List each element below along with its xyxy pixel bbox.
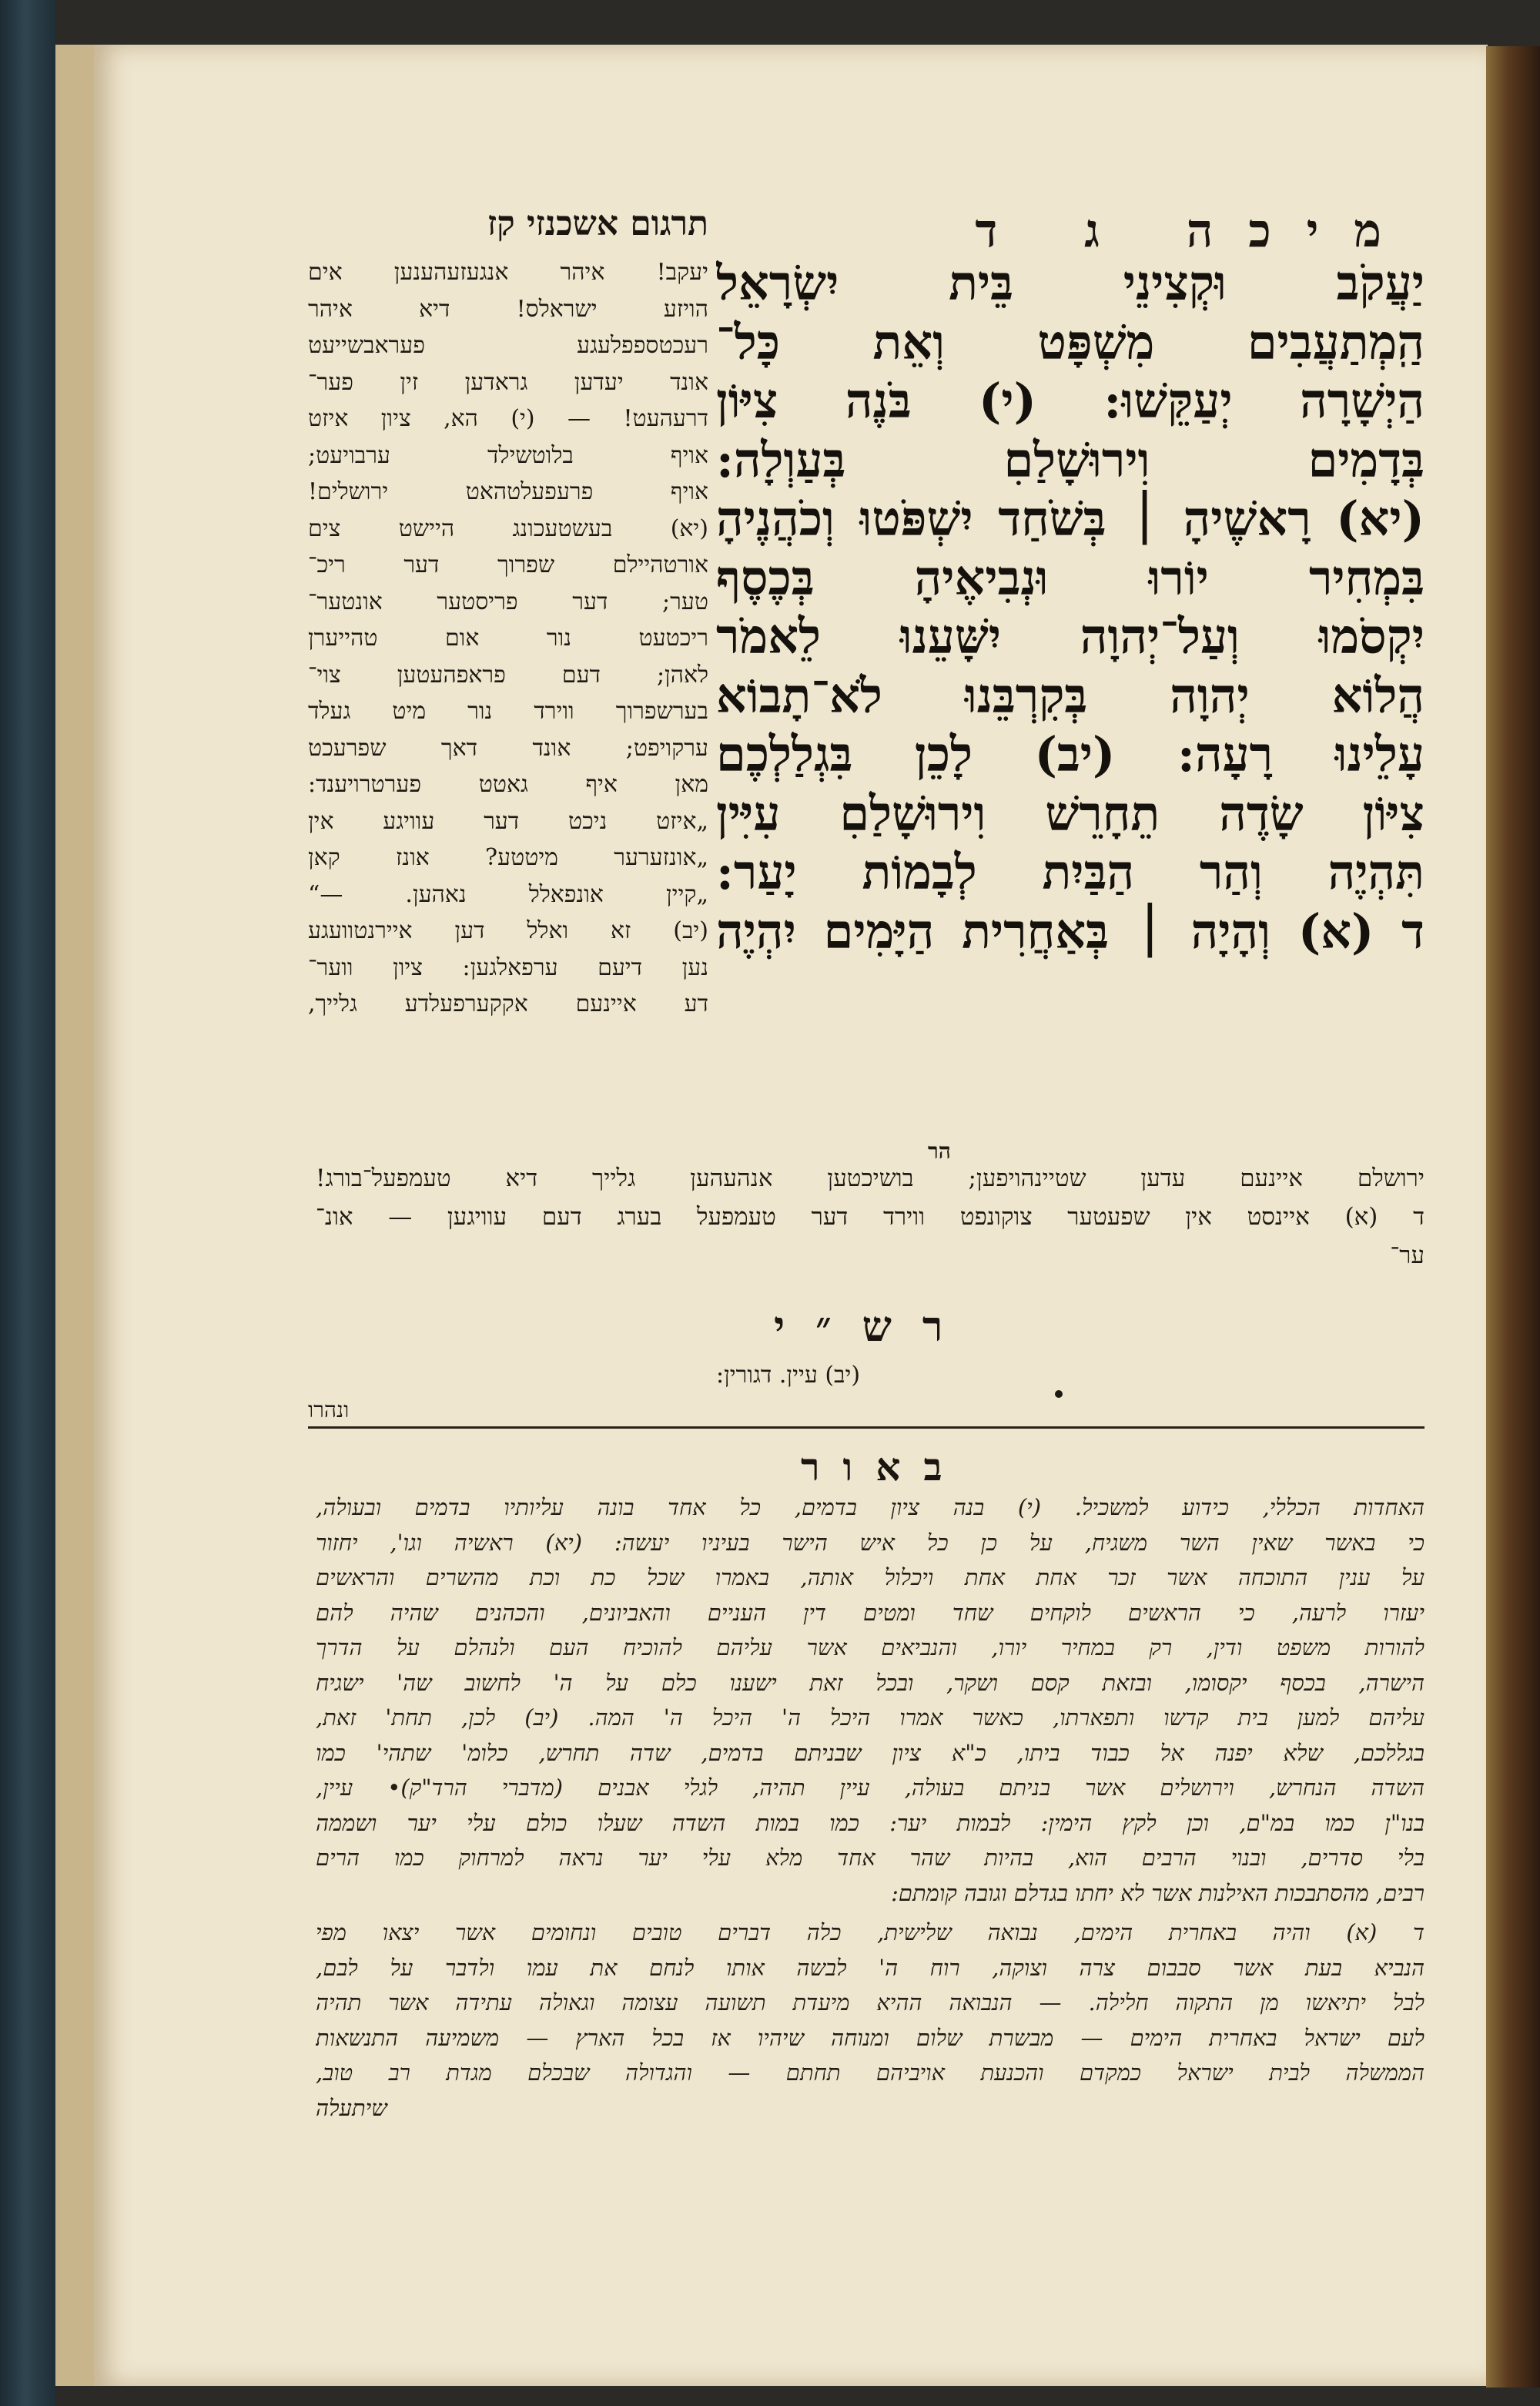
catchword-biur: שיתעלה — [316, 2094, 387, 2121]
main-line: הַֽמְתַעֲבִים מִשְׁפָּט וְאֵת כָּל־ — [716, 313, 1424, 370]
translation-line: אורטהיילם שפרוך דער ריכ־ — [308, 551, 708, 578]
book-binding — [0, 0, 55, 2406]
biur-line: רבים, מהסתבכות האילנות אשר לא יחתו בגדלם וגובה קומתם: — [891, 1879, 1424, 1906]
translation-line: יעקב! איהר אנגעזעהענען אים — [308, 259, 708, 286]
biur-line: הישרה, בכסף יקסומו, ובזאת קסם ושקר, ובכל זאת ישענו כלם על ה' לחשוב שה' ישגיח — [316, 1669, 1424, 1696]
translation-line: „איזט ניכט דער עוויגע אין — [308, 807, 708, 835]
continuation-line: ד (א) איינסט אין שפעטער צוקונפט ווירד דער טעמפעל בערג דעם עוויגען — אונ־ — [316, 1203, 1424, 1231]
translation-line: „אונזערער מיטטע? אונז קאן — [308, 844, 708, 871]
biur-line: האחדות הכללי, כידוע למשכיל. (י) בנה ציון בדמים, כל אחד בונה עליותיו בדמים ובעולה, — [316, 1494, 1424, 1520]
biur-line: ד (א) והיה באחרית הימים, נבואה שלישית, כלה דברים טובים ונחומים אשר יצאו מפי — [316, 1919, 1424, 1945]
translation-line: רעכטספפלעגע פעראבשייעט — [308, 332, 708, 359]
biur-line: בגללכם, שלא יפנה אל כבוד ביתו, כ"א ציון שבניתם בדמים, שדה תחרש, כלומ' שתהי' כמו — [316, 1739, 1424, 1766]
rashi-heading: רש״י — [774, 1302, 974, 1351]
main-line: הַיְשָׁרָה יְעַקֵּשׁוּ: (י) בֹּנֶה צִיּוֹן — [716, 373, 1424, 429]
biur-line: השדה הנחרש, וירושלים אשר בניתם בעולה, עיין תהיה, לגלי אבנים (מדברי הרד"ק)• עיין, — [316, 1774, 1424, 1801]
translation-line: „קיין אונפאלל נאהען. —“ — [308, 880, 708, 908]
translation-line: אויף בלוטשילד ערבויעט; — [308, 441, 708, 469]
biur-commentary — [316, 1490, 1424, 2126]
main-line: צִיּוֹן שָׂדֶה תֵחָרֵשׁ וִירוּשָׁלַםִ עִיִּין — [716, 785, 1424, 842]
main-line: הֲלוֹא יְהוָה בְּקִרְבֵּנוּ לֹא־תָבוֹא — [716, 667, 1424, 724]
biur-line: בלי סדרים, ובנוי הרבים הוא, בהיות שהר אחד מלא עלי יער נראה למרחוק כמו הרים — [316, 1845, 1424, 1871]
translation-line: הויזע ישראלס! דיא איהר — [308, 295, 708, 323]
german-translation-column — [308, 254, 708, 1023]
main-line: יַעֲקֹב וּקְצִינֵי בֵּית יִשְׂרָאֵל — [716, 255, 1424, 311]
translation-line: (יא) בעשטעכונג היישט צים — [308, 514, 708, 542]
biur-line: כי באשר שאין השר משגיח, על כן כל איש הישר בעיניו יעשה: (יא) ראשיה וגו', יחזור — [316, 1529, 1424, 1556]
facing-page-edge — [1486, 46, 1540, 2388]
biur-line: לבל יתיאשו מן התקוה חלילה. — הנבואה ההיא מיעדת תשועה עצומה וגאולה עתידה אשר תהיה — [316, 1989, 1424, 2016]
catchword-translation: ער־ — [1390, 1242, 1424, 1269]
biur-line: הממשלה לבית ישראל כמקדם והכנעת אויביהם תחתם — והגדולה שבכלם מגדת רב טוב, — [316, 2059, 1424, 2086]
main-line: תִּהְיֶה וְהַר הַבַּיִת לְבָמוֹת יָעַר: — [716, 844, 1424, 900]
bullet-mark — [1055, 1390, 1063, 1398]
translation-line: (יב) זא ואלל דען איירנטוועגע — [308, 917, 708, 944]
continuation-line: ירושלם איינעם עדען שטיינהויפען; בושיכטען אנהעהען גלייך דיא טעמפעל־בורג! — [316, 1164, 1424, 1192]
translation-line: בערשפרוך ווירד נור מיט געלד — [308, 698, 708, 725]
section-divider — [308, 1426, 1424, 1429]
main-line: (יא) רָאשֶׁיהָ ׀ בְּשֹׁחַד יִשְׁפֹּטוּ וְכֹהֲנֶיהָ — [716, 491, 1424, 547]
biur-line: לעם ישראל באחרית הימים — מבשרת שלום ומנוחה שיהיו אז בכל הארץ — משמיעה התנשאות — [316, 2024, 1424, 2051]
hebrew-main-text — [716, 254, 1424, 961]
translation-line: טער; דער פריסטער אונטער־ — [308, 588, 708, 615]
translation-line: אונד יעדען גראדען זין פער־ — [308, 368, 708, 396]
biur-line: על ענין התוכחה אשר זכר אחת אחת ויכלול אותה, באמרו שכל כת וכת מהשרים והראשים — [316, 1564, 1424, 1590]
main-line: יִקְסֹמוּ וְעַל־יְהוָה יִשָּׁעֵנוּ לֵאמֹר — [716, 608, 1424, 665]
biur-line: הנביא בעת אשר סבבום צרה וצוקה, רוח ה' לבשה אותו לנחם את עמו ולדבר על לבם, — [316, 1954, 1424, 1981]
translation-continuation — [316, 1159, 1424, 1275]
translation-line: נען דיעם ערפאלגען: ציון ווער־ — [308, 953, 708, 981]
translation-line: ריכטעט נור אום טהייערן — [308, 625, 708, 652]
catchword-main: הר — [928, 1138, 951, 1164]
biur-line: בנו"ן כמו במ"ם, וכן לקץ הימין: לבמות יער: כמו במות השדה שעלו כולם עלי יער ושממה — [316, 1809, 1424, 1836]
biur-line: עליהם למען בית קדשו ותפארתו, כאשר אמרו היכל ה' היכל ה' המה. (יב) לכן, תחת' זאת, — [316, 1704, 1424, 1731]
page-header-targum: תרגום אשכנזי קז — [487, 204, 708, 243]
catchword-rashi: ונהרו — [308, 1397, 350, 1422]
rashi-text: (יב) עיין. דגורין: — [716, 1362, 861, 1389]
biur-line: להורות משפט ודין, רק במחיר יורו, והנביאים אשר עליהם להוכיח העם ולנהלם על הדרך — [316, 1634, 1424, 1660]
translation-line: ערקויפט; אונד דאך שפרעכט — [308, 734, 708, 762]
main-line: עָלֵינוּ רָעָה: (יב) לָכֵן בִּגְלַלְכֶם — [716, 726, 1424, 782]
translation-line: אויף פרעפעלטהאט ירושלים! — [308, 478, 708, 505]
main-line: ד (א) וְהָיָה ׀ בְּאַחֲרִית הַיָּמִים יִהְיֶה — [716, 903, 1424, 960]
main-line: בִּמְחִיר יוֹרוּ וּנְבִיאֶיהָ בְּכֶסֶף — [716, 549, 1424, 606]
translation-line: דרעהעט! — (י) הא, ציון איזט — [308, 405, 708, 432]
translation-line: מאן איף גאטט פערטרויענד: — [308, 771, 708, 798]
biur-line: יעזרו לרעה, כי הראשים לוקחים שחד ומטים דין העניים והאביונים, והכהנים שהיה להם — [316, 1599, 1424, 1626]
page-header-book-chapter: מיכה ג ד — [975, 204, 1417, 258]
biur-heading: באור — [801, 1444, 966, 1490]
translation-line: דע איינעם אקקערפעלדע גלייך, — [308, 990, 708, 1017]
translation-line: לאהן; דעם פראפהעטען צוי־ — [308, 661, 708, 689]
main-line: בְּדָמִים וִירוּשָׁלַםִ בְּעַוְלָה: — [716, 431, 1424, 488]
